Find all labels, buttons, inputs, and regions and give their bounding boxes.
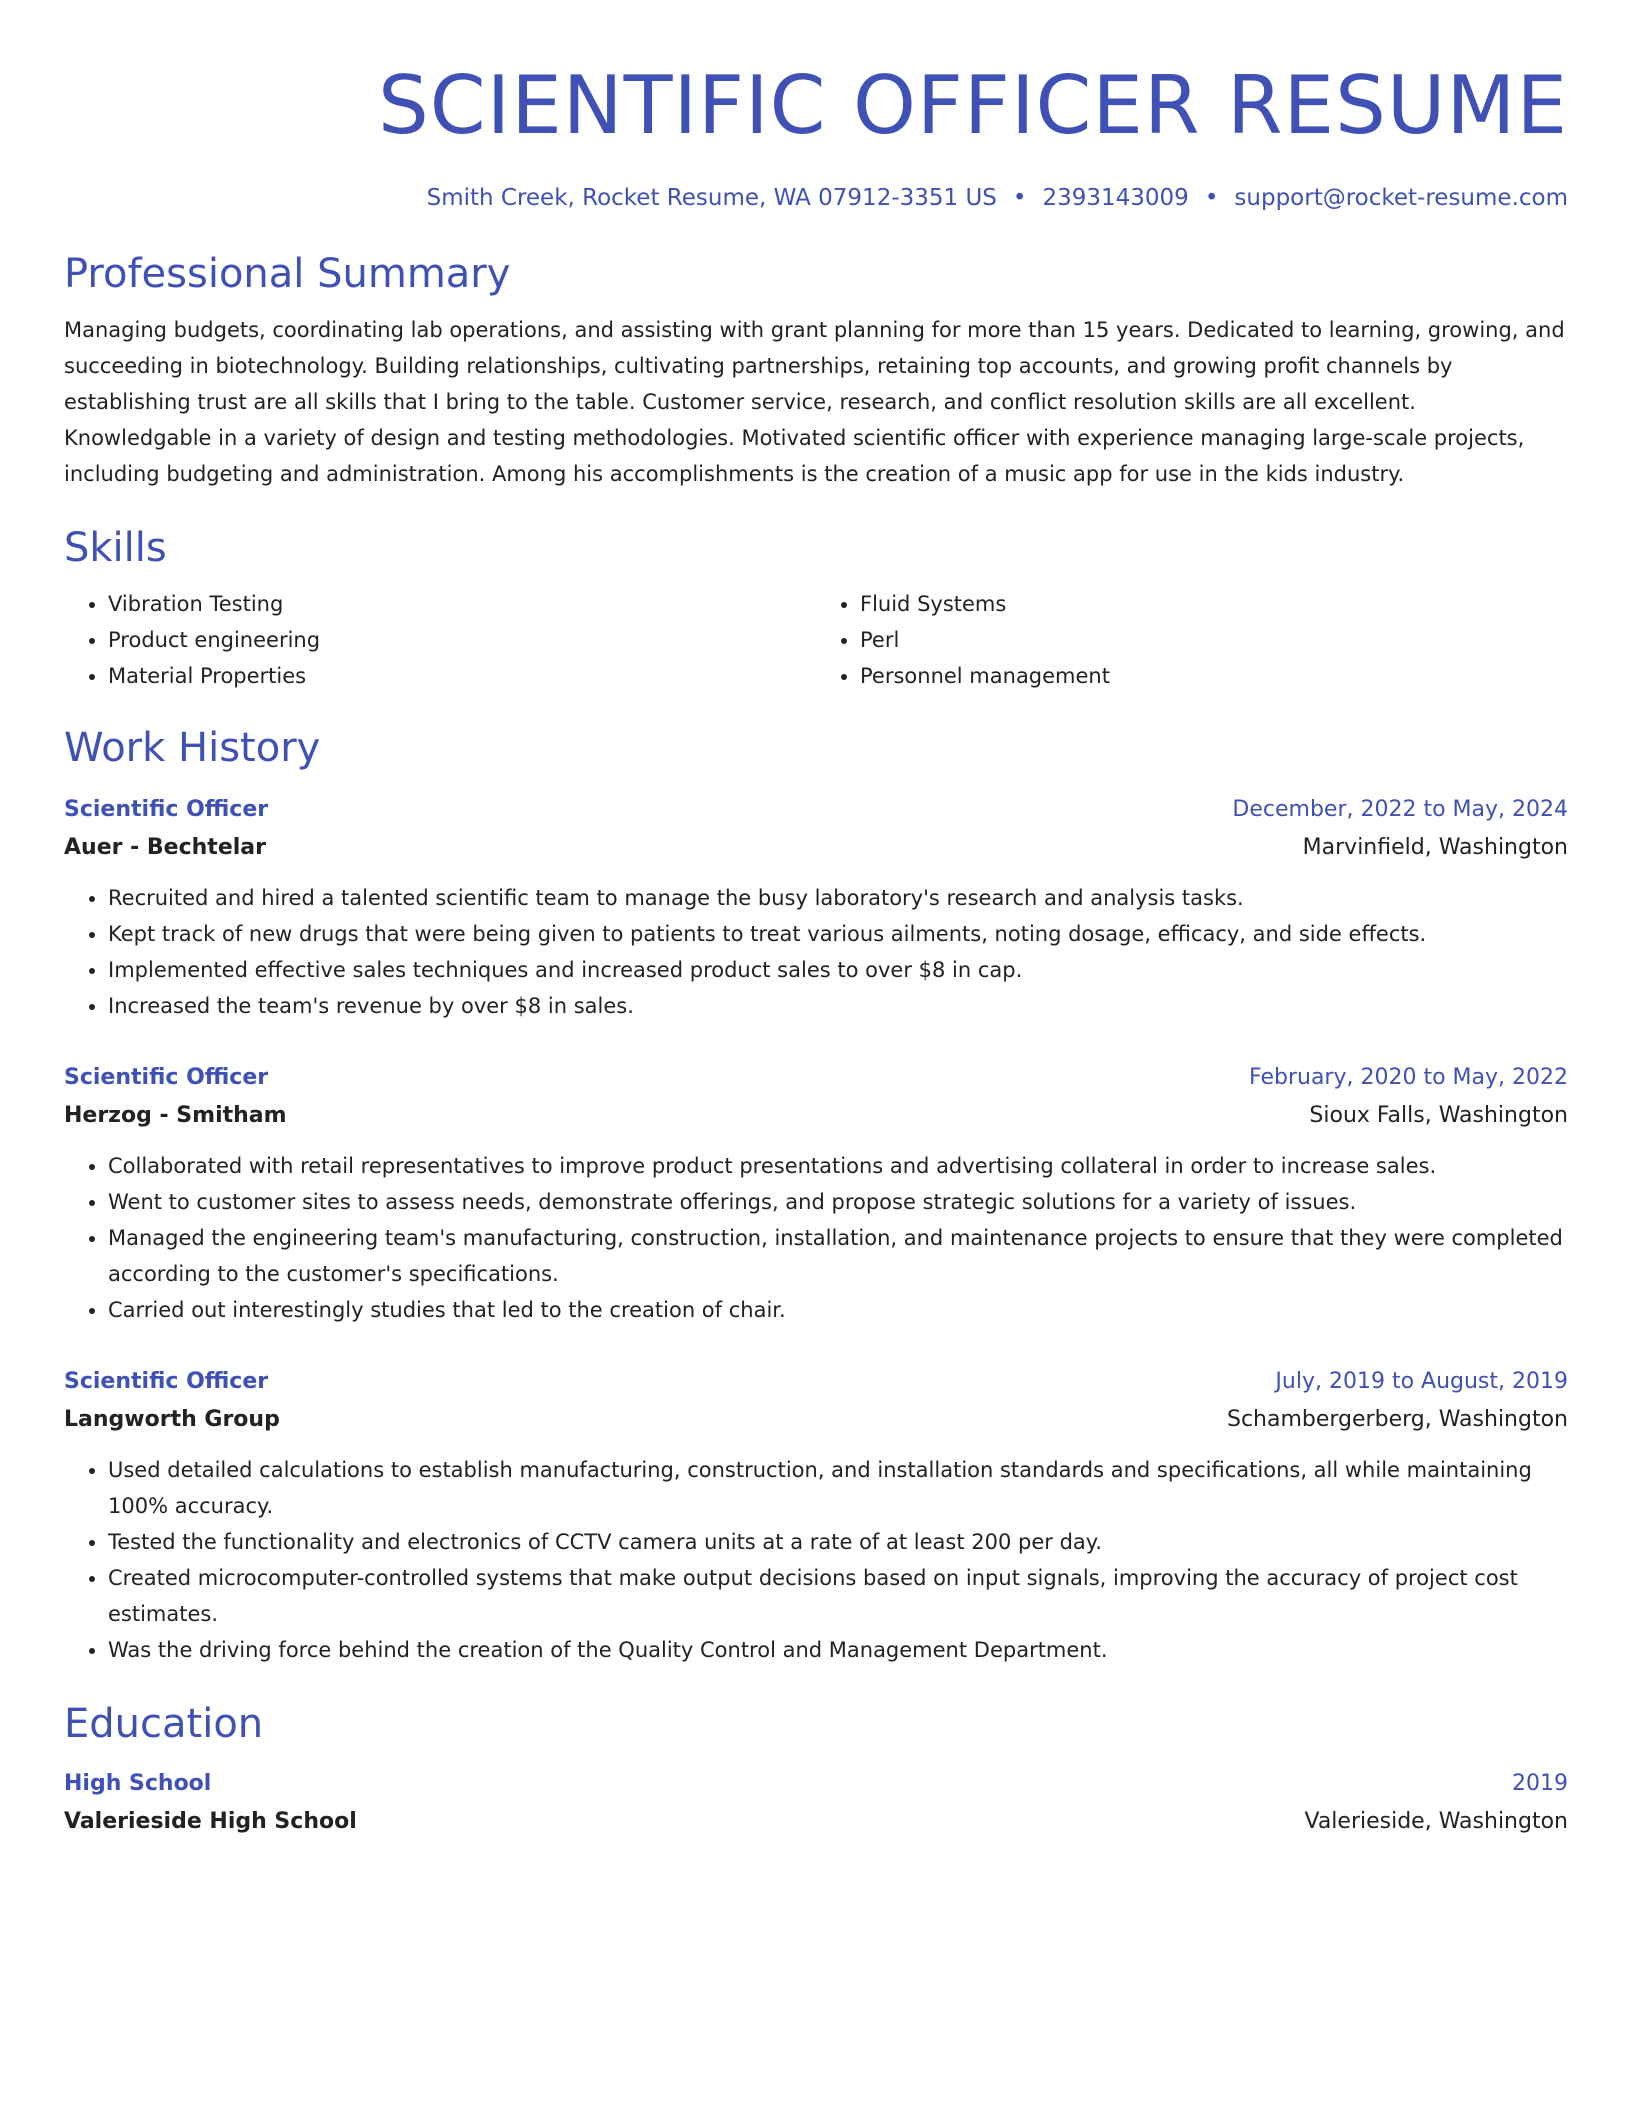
education-section: [64, 1698, 1568, 1842]
job-dates: February, 2020 to May, 2022: [1249, 1065, 1568, 1090]
contact-phone: 2393143009: [1042, 185, 1189, 211]
skill-item: • Personnel management: [860, 658, 1568, 694]
education-year: 2019: [1512, 1771, 1568, 1796]
job-bullet: • Implemented effective sales techniques and increased product sales to over $8 in cap.: [108, 952, 1568, 988]
education-school-row: [64, 1802, 1568, 1842]
job-location: Schambergerberg, Washington: [1226, 1407, 1568, 1432]
job-role: Scientific Officer: [64, 797, 269, 822]
job-company: Langworth Group: [64, 1407, 280, 1432]
skills-grid: [64, 586, 1568, 694]
education-location: Valerieside, Washington: [1304, 1809, 1568, 1834]
skills-column-left: [64, 586, 816, 694]
contact-separator: •: [1012, 185, 1027, 211]
job-role: Scientific Officer: [64, 1065, 269, 1090]
education-school: Valerieside High School: [64, 1809, 357, 1834]
section-heading-work-history: Work History: [64, 725, 321, 771]
job-entry: [64, 792, 1568, 1024]
skills-column-right: [816, 586, 1568, 694]
job-title-row: [64, 1364, 1568, 1400]
skill-item: • Perl: [860, 622, 1568, 658]
job-dates: December, 2022 to May, 2024: [1232, 797, 1568, 822]
education-degree-row: [64, 1766, 1568, 1802]
job-bullet: • Recruited and hired a talented scientific team to manage the busy laboratory's research and analysis tasks.: [108, 880, 1568, 916]
education-degree: High School: [64, 1771, 212, 1796]
job-bullet: • Increased the team's revenue by over $8 in sales.: [108, 988, 1568, 1024]
section-heading-skills: Skills: [64, 525, 167, 571]
job-bullet: • Was the driving force behind the creation of the Quality Control and Management Department.: [108, 1632, 1568, 1668]
job-entry: [64, 1364, 1568, 1668]
skill-item: • Product engineering: [108, 622, 816, 658]
job-location: Marvinfield, Washington: [1302, 835, 1568, 860]
contact-address: Smith Creek, Rocket Resume, WA 07912-3351 US: [426, 185, 997, 211]
job-bullet: • Collaborated with retail representatives to improve product presentations and advertising collateral in order to increase sales.: [108, 1148, 1568, 1184]
work-history-section: [64, 722, 1568, 1668]
job-bullets: [64, 1148, 1568, 1328]
job-company-row: [64, 1400, 1568, 1440]
job-role: Scientific Officer: [64, 1369, 269, 1394]
job-location: Sioux Falls, Washington: [1309, 1103, 1568, 1128]
resume-header: [64, 58, 1568, 214]
summary-text: Managing budgets, coordinating lab operations, and assisting with grant planning for more than 15 years. Dedicated to learning, growing, and succeeding in biotechnology. Building relationships, cultivating partnerships, retaining top accounts, and growing profit channels by establishing trust are all skills that I bring to the table. Customer service, research, and conflict resolution skills are all excellent. Knowledgable in a variety of design and testing methodologies. Motivated scientific officer with experience managing large-scale projects, including budgeting and administration. Among his accomplishments is the creation of a music app for use in the kids industry.: [64, 318, 1565, 486]
job-bullet: • Tested the functionality and electronics of CCTV camera units at a rate of at least 200 per day.: [108, 1524, 1568, 1560]
job-bullet: • Went to customer sites to assess needs, demonstrate offerings, and propose strategic solutions for a variety of issues.: [108, 1184, 1568, 1220]
section-heading-summary: Professional Summary: [64, 251, 511, 297]
skill-item: • Fluid Systems: [860, 586, 1568, 622]
job-entry: [64, 1060, 1568, 1328]
job-bullet: • Carried out interestingly studies that led to the creation of chair.: [108, 1292, 1568, 1328]
job-title-row: [64, 792, 1568, 828]
job-bullet: • Used detailed calculations to establish manufacturing, construction, and installation standards and specifications, all while maintaining 100% accuracy.: [108, 1452, 1568, 1524]
job-company: Herzog - Smitham: [64, 1103, 287, 1128]
skill-item: • Vibration Testing: [108, 586, 816, 622]
contact-email: support@rocket-resume.com: [1234, 185, 1568, 211]
job-bullets: [64, 880, 1568, 1024]
job-title-row: [64, 1060, 1568, 1096]
job-company-row: [64, 828, 1568, 868]
job-dates: July, 2019 to August, 2019: [1275, 1369, 1568, 1394]
job-company: Auer - Bechtelar: [64, 835, 266, 860]
skills-section: [64, 522, 1568, 694]
job-company-row: [64, 1096, 1568, 1136]
job-bullet: • Created microcomputer-controlled systems that make output decisions based on input signals, improving the accuracy of project cost estimates.: [108, 1560, 1568, 1632]
section-heading-education: Education: [64, 1701, 264, 1747]
job-bullets: [64, 1452, 1568, 1668]
education-entry: [64, 1766, 1568, 1842]
contact-separator: •: [1204, 185, 1219, 211]
professional-summary-section: [64, 248, 1568, 492]
skill-item: • Material Properties: [108, 658, 816, 694]
contact-line: [64, 182, 1568, 214]
resume-title: SCIENTIFIC OFFICER RESUME: [377, 59, 1568, 152]
job-bullet: • Kept track of new drugs that were being given to patients to treat various ailments, noting dosage, efficacy, and side effects.: [108, 916, 1568, 952]
job-bullet: • Managed the engineering team's manufacturing, construction, installation, and maintenance projects to ensure that they were completed according to the customer's specifications.: [108, 1220, 1568, 1292]
